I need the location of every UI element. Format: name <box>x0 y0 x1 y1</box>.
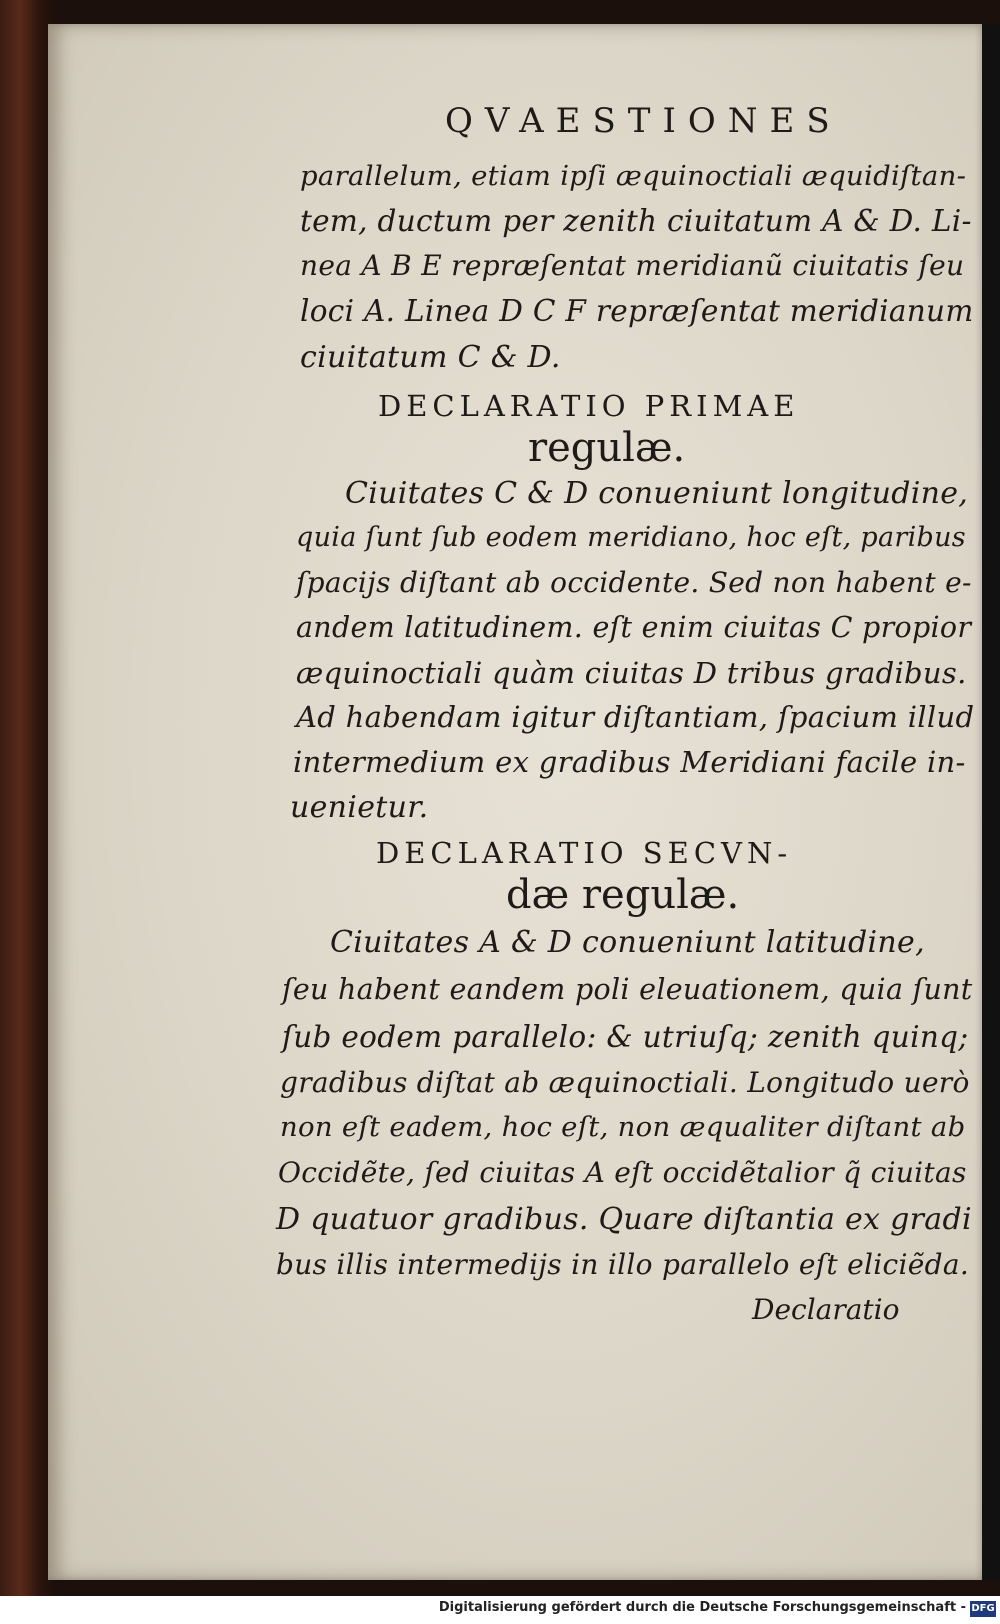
text-line: nea A B E repræſentat meridianũ ciuitatis ſeu <box>300 249 965 282</box>
text-line: ſpacijs diſtant ab occidente. Sed non habent e- <box>296 566 972 599</box>
text-line: Ad habendam igitur diſtantiam, ſpacium illud <box>296 700 975 734</box>
section-subheading: dæ regulæ. <box>506 872 740 918</box>
text-line: intermedium ex gradibus Meridiani facile in- <box>293 745 966 779</box>
digitization-credit: Digitalisierung gefördert durch die Deutsche Forschungsgemeinschaft - <box>438 1600 966 1615</box>
text-line: æquinoctiali quàm ciuitas D tribus gradibus. <box>296 656 967 690</box>
text-line: ſub eodem parallelo: & utriuſq; zenith quinq; <box>282 1020 969 1054</box>
page-edge-shadow <box>982 24 1000 1580</box>
text-line: ſeu habent eandem poli eleuationem, quia ſunt <box>282 973 973 1006</box>
text-line: bus illis intermedijs in illo parallelo eſt eliciẽda. <box>276 1248 970 1281</box>
section-heading: DECLARATIO PRIMAE <box>378 389 800 423</box>
text-line: tem, ductum per zenith ciuitatum A & D. Li- <box>300 204 972 238</box>
text-line: ciuitatum C & D. <box>300 340 561 375</box>
catchword: Declaratio <box>752 1293 900 1326</box>
text-line: gradibus diſtat ab æquinoctiali. Longitudo uerò <box>280 1066 970 1099</box>
text-line: D quatuor gradibus. Quare diſtantia ex gradi <box>276 1202 972 1237</box>
text-line: Ciuitates A & D conueniunt latitudine, <box>330 925 925 960</box>
dfg-logo: DFG <box>970 1601 996 1617</box>
text-line: loci A. Linea D C F repræſentat meridianum <box>300 294 974 328</box>
section-subheading: regulæ. <box>528 425 686 471</box>
text-line: uenietur. <box>290 790 429 825</box>
section-heading: DECLARATIO SECVN- <box>376 836 793 870</box>
text-line: non eſt eadem, hoc eſt, non æqualiter diſtant ab <box>280 1111 966 1143</box>
running-header: QVAESTIONES <box>445 101 842 141</box>
text-line: Occidẽte, ſed ciuitas A eſt occidẽtalior q̃ ciuitas <box>278 1156 967 1189</box>
text-line: parallelum, etiam ipſi æquinoctiali æquidiſtan- <box>300 160 967 192</box>
text-line: quia ſunt ſub eodem meridiano, hoc eſt, paribus <box>296 522 966 553</box>
text-line: andem latitudinem. eſt enim ciuitas C propior <box>296 611 972 644</box>
text-line: Ciuitates C & D conueniunt longitudine, <box>345 476 969 511</box>
